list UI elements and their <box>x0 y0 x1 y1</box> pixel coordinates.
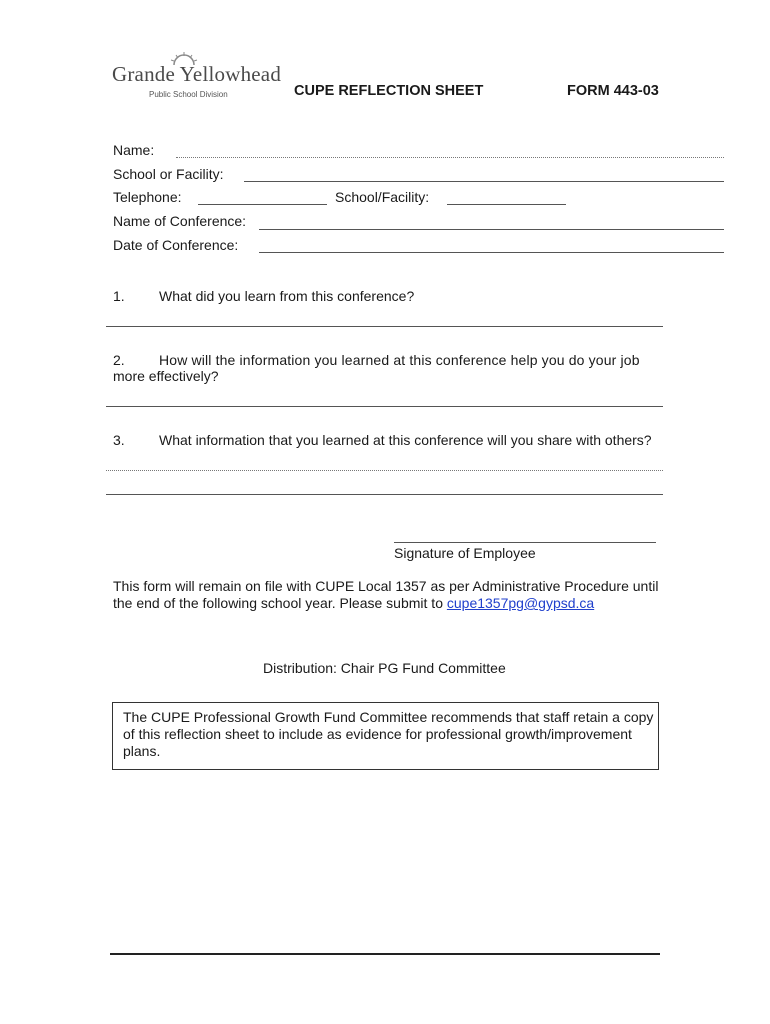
recommendation-line-1: The CUPE Professional Growth Fund Committee recommends that staff retain a copy <box>123 709 654 725</box>
question-2-number: 2. <box>113 352 125 368</box>
question-2-text: How will the information you learned at this conference help you do your job <box>159 352 640 368</box>
conference-name-label: Name of Conference: <box>113 213 247 229</box>
notice-line-1: This form will remain on file with CUPE Local 1357 as per Administrative Procedure until <box>113 578 659 594</box>
school-facility-short-label: School/Facility: <box>335 189 430 205</box>
question-2-text-cont: more effectively? <box>113 368 219 384</box>
question-3-answer-line-1[interactable] <box>106 470 663 471</box>
name-field[interactable] <box>176 157 724 158</box>
question-1-number: 1. <box>113 288 125 304</box>
division-logo <box>112 52 282 104</box>
logo-subtitle: Public School Division <box>149 90 228 99</box>
school-facility-label: School or Facility: <box>113 166 224 182</box>
form-number: FORM 443-03 <box>567 83 659 99</box>
question-1-text: What did you learn from this conference? <box>159 288 415 304</box>
notice-line-2-text: the end of the following school year. Please submit to <box>113 595 447 611</box>
conference-date-label: Date of Conference: <box>113 237 239 253</box>
form-title: CUPE REFLECTION SHEET <box>294 83 484 99</box>
recommendation-line-2: of this reflection sheet to include as evidence for professional growth/improvement <box>123 726 632 742</box>
signature-line[interactable] <box>394 542 656 543</box>
telephone-label: Telephone: <box>113 189 182 205</box>
notice-line-2 <box>113 595 594 612</box>
question-2-answer-line[interactable] <box>106 406 663 407</box>
question-3-text: What information that you learned at this conference will you share with others? <box>159 432 652 448</box>
question-3-number: 3. <box>113 432 125 448</box>
question-3-answer-line-2[interactable] <box>106 494 663 495</box>
name-label: Name: <box>113 142 155 158</box>
question-1-answer-line[interactable] <box>106 326 663 327</box>
submit-email-link[interactable]: cupe1357pg@gypsd.ca <box>446 595 595 611</box>
conference-name-field[interactable] <box>259 229 724 230</box>
recommendation-box <box>112 702 659 770</box>
footer-rule <box>110 953 660 955</box>
conference-date-field[interactable] <box>259 252 724 253</box>
distribution-note: Distribution: Chair PG Fund Committee <box>263 660 506 676</box>
school-facility-short-field[interactable] <box>447 204 566 205</box>
signature-label: Signature of Employee <box>394 545 536 561</box>
school-facility-field[interactable] <box>244 181 724 182</box>
recommendation-line-3: plans. <box>123 743 161 759</box>
logo-name: Grande Yellowhead <box>112 62 282 86</box>
telephone-field[interactable] <box>198 204 327 205</box>
